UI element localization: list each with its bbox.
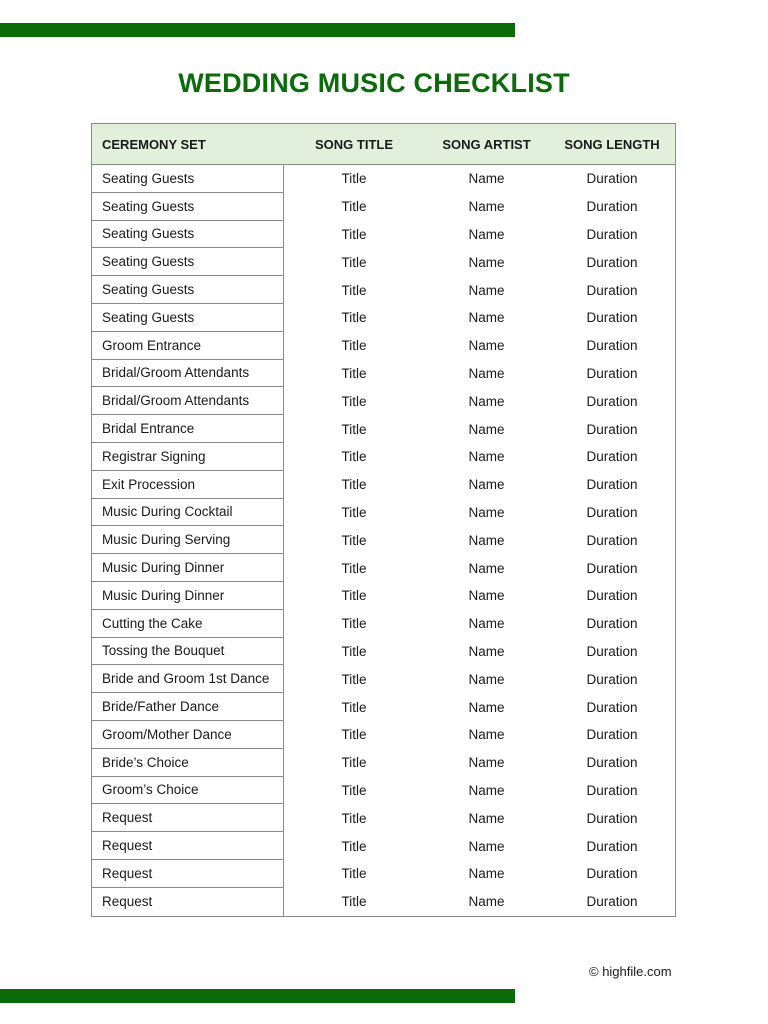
song-artist-cell: Name (468, 477, 505, 493)
ceremony-set-cell: Registrar Signing (92, 443, 284, 471)
table-row (92, 832, 675, 860)
top-accent-bar (0, 23, 515, 37)
song-length-cell: Duration (586, 393, 638, 409)
song-length-cell: Duration (586, 782, 638, 798)
song-artist-cell: Name (468, 838, 505, 854)
ceremony-set-cell: Music During Dinner (92, 582, 284, 610)
ceremony-set-cell: Seating Guests (92, 304, 284, 332)
table-row (92, 415, 675, 443)
table-row (92, 304, 675, 332)
table-row (92, 554, 675, 582)
ceremony-set-cell: Groom’s Choice (92, 777, 284, 805)
song-artist-cell: Name (468, 810, 505, 826)
song-length-cell: Duration (586, 310, 638, 326)
header-ceremony-set: CEREMONY SET (102, 136, 206, 152)
song-title-cell: Title (341, 699, 367, 715)
song-artist-cell: Name (468, 254, 505, 270)
song-title-cell: Title (341, 810, 367, 826)
ceremony-set-cell: Bride and Groom 1st Dance (92, 665, 284, 693)
song-title-cell: Title (341, 393, 367, 409)
song-title-cell: Title (341, 282, 367, 298)
table-row (92, 610, 675, 638)
ceremony-set-cell: Seating Guests (92, 248, 284, 276)
song-title-cell: Title (341, 254, 367, 270)
song-length-cell: Duration (586, 282, 638, 298)
song-title-cell: Title (341, 477, 367, 493)
table-row (92, 860, 675, 888)
song-length-cell: Duration (586, 838, 638, 854)
table-row (92, 582, 675, 610)
ceremony-set-cell: Bride’s Choice (92, 749, 284, 777)
song-artist-cell: Name (468, 171, 505, 187)
song-title-cell: Title (341, 310, 367, 326)
song-length-cell: Duration (586, 477, 638, 493)
song-length-cell: Duration (586, 365, 638, 381)
song-artist-cell: Name (468, 560, 505, 576)
song-artist-cell: Name (468, 282, 505, 298)
page-title: WEDDING MUSIC CHECKLIST (178, 68, 570, 98)
song-artist-cell: Name (468, 671, 505, 687)
song-artist-cell: Name (468, 699, 505, 715)
song-title-cell: Title (341, 866, 367, 882)
song-artist-cell: Name (468, 393, 505, 409)
table-row (92, 749, 675, 777)
table-row (92, 888, 675, 916)
song-title-cell: Title (341, 755, 367, 771)
song-artist-cell: Name (468, 532, 505, 548)
song-artist-cell: Name (468, 365, 505, 381)
table-row (92, 165, 675, 193)
ceremony-set-cell: Request (92, 832, 284, 860)
song-title-cell: Title (341, 671, 367, 687)
song-length-cell: Duration (586, 588, 638, 604)
song-length-cell: Duration (586, 727, 638, 743)
song-title-cell: Title (341, 199, 367, 215)
table-row (92, 248, 675, 276)
table-row (92, 721, 675, 749)
table-row (92, 360, 675, 388)
song-title-cell: Title (341, 504, 367, 520)
ceremony-set-cell: Bride/Father Dance (92, 693, 284, 721)
ceremony-set-cell: Bridal/Groom Attendants (92, 360, 284, 388)
song-title-cell: Title (341, 782, 367, 798)
song-artist-cell: Name (468, 338, 505, 354)
ceremony-set-cell: Music During Serving (92, 526, 284, 554)
song-artist-cell: Name (468, 226, 505, 242)
song-length-cell: Duration (586, 755, 638, 771)
song-length-cell: Duration (586, 810, 638, 826)
song-length-cell: Duration (586, 338, 638, 354)
table-row (92, 526, 675, 554)
song-title-cell: Title (341, 727, 367, 743)
header-song-title: SONG TITLE (315, 136, 393, 152)
song-artist-cell: Name (468, 310, 505, 326)
song-artist-cell: Name (468, 199, 505, 215)
copyright-notice: © highfile.com (589, 964, 672, 979)
song-artist-cell: Name (468, 727, 505, 743)
song-length-cell: Duration (586, 254, 638, 270)
song-length-cell: Duration (586, 616, 638, 632)
ceremony-set-cell: Exit Procession (92, 471, 284, 499)
table-row (92, 665, 675, 693)
header-song-artist: SONG ARTIST (442, 136, 531, 152)
table-row (92, 332, 675, 360)
song-length-cell: Duration (586, 699, 638, 715)
song-artist-cell: Name (468, 782, 505, 798)
song-artist-cell: Name (468, 894, 505, 910)
ceremony-set-cell: Request (92, 888, 284, 916)
table-row (92, 499, 675, 527)
song-length-cell: Duration (586, 449, 638, 465)
song-title-cell: Title (341, 560, 367, 576)
song-length-cell: Duration (586, 171, 638, 187)
table-row (92, 777, 675, 805)
song-length-cell: Duration (586, 894, 638, 910)
song-title-cell: Title (341, 171, 367, 187)
ceremony-set-cell: Cutting the Cake (92, 610, 284, 638)
table-row (92, 804, 675, 832)
song-title-cell: Title (341, 616, 367, 632)
ceremony-set-cell: Music During Cocktail (92, 499, 284, 527)
table-header (92, 124, 675, 165)
ceremony-set-cell: Seating Guests (92, 193, 284, 221)
song-length-cell: Duration (586, 504, 638, 520)
song-title-cell: Title (341, 226, 367, 242)
song-length-cell: Duration (586, 643, 638, 659)
ceremony-set-cell: Music During Dinner (92, 554, 284, 582)
song-title-cell: Title (341, 421, 367, 437)
table-row (92, 638, 675, 666)
song-artist-cell: Name (468, 866, 505, 882)
song-title-cell: Title (341, 449, 367, 465)
table-row (92, 193, 675, 221)
ceremony-set-cell: Seating Guests (92, 165, 284, 193)
song-title-cell: Title (341, 894, 367, 910)
ceremony-set-cell: Groom Entrance (92, 332, 284, 360)
ceremony-set-cell: Bridal Entrance (92, 415, 284, 443)
bottom-accent-bar (0, 989, 515, 1003)
song-title-cell: Title (341, 338, 367, 354)
song-length-cell: Duration (586, 532, 638, 548)
table-row (92, 471, 675, 499)
song-title-cell: Title (341, 838, 367, 854)
song-length-cell: Duration (586, 866, 638, 882)
song-artist-cell: Name (468, 588, 505, 604)
header-song-length: SONG LENGTH (564, 136, 660, 152)
table-row (92, 443, 675, 471)
song-length-cell: Duration (586, 199, 638, 215)
table-row (92, 387, 675, 415)
table-body (92, 165, 675, 916)
song-artist-cell: Name (468, 643, 505, 659)
song-artist-cell: Name (468, 616, 505, 632)
table-row (92, 276, 675, 304)
song-length-cell: Duration (586, 421, 638, 437)
song-title-cell: Title (341, 532, 367, 548)
song-length-cell: Duration (586, 671, 638, 687)
song-title-cell: Title (341, 365, 367, 381)
ceremony-set-cell: Request (92, 860, 284, 888)
song-title-cell: Title (341, 588, 367, 604)
song-title-cell: Title (341, 643, 367, 659)
music-checklist-table (91, 123, 676, 917)
song-artist-cell: Name (468, 755, 505, 771)
ceremony-set-cell: Tossing the Bouquet (92, 638, 284, 666)
ceremony-set-cell: Seating Guests (92, 221, 284, 249)
song-artist-cell: Name (468, 504, 505, 520)
song-artist-cell: Name (468, 421, 505, 437)
ceremony-set-cell: Seating Guests (92, 276, 284, 304)
ceremony-set-cell: Groom/Mother Dance (92, 721, 284, 749)
table-row (92, 221, 675, 249)
ceremony-set-cell: Bridal/Groom Attendants (92, 387, 284, 415)
table-row (92, 693, 675, 721)
song-length-cell: Duration (586, 226, 638, 242)
song-artist-cell: Name (468, 449, 505, 465)
ceremony-set-cell: Request (92, 804, 284, 832)
song-length-cell: Duration (586, 560, 638, 576)
